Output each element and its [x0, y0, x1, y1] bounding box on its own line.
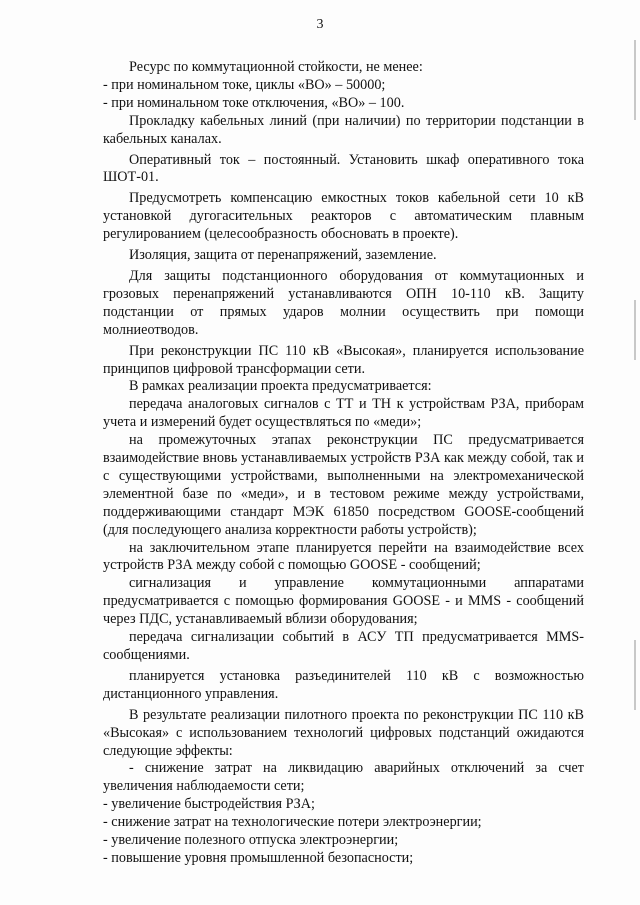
- document-body: [103, 56, 584, 868]
- paragraph-signaling-control: сигнализация и управление коммутационными аппаратами предусматривается с помощью формирования GOOSE - и MMS - сообщений через ПДС, устанавливаемый вблизи оборудования;: [103, 575, 584, 628]
- paragraph-surge-protection: Для защиты подстанционного оборудования от коммутационных и грозовых перенапряжений устанавливаются ОПН 10-110 кВ. Защиту подстанции от прямых ударов молнии осуществить при помощи молниеотводов.: [103, 267, 584, 338]
- scan-edge-mark: [634, 640, 636, 710]
- paragraph-operating-current: Оперативный ток – постоянный. Установить шкаф оперативного тока ШОТ-01.: [103, 151, 584, 186]
- scan-edge-mark: [634, 300, 636, 360]
- list-item-effect-observability: - снижение затрат на ликвидацию аварийных отключений за счет увеличения наблюдаемости сети;: [103, 760, 584, 795]
- scan-edge-mark: [634, 40, 636, 120]
- paragraph-reconstruction: При реконструкции ПС 110 кВ «Высокая», планируется использование принципов цифровой трансформации сети.: [103, 342, 584, 377]
- list-item-effect-safety: - повышение уровня промышленной безопасности;: [103, 849, 414, 866]
- paragraph-project-scope: В рамках реализации проекта предусматривается:: [129, 378, 432, 395]
- paragraph-event-signaling: передача сигнализации событий в АСУ ТП предусматривается MMS-сообщениями.: [103, 629, 584, 663]
- page-number: 3: [316, 17, 324, 32]
- paragraph-expected-effects: В результате реализации пилотного проекта по реконструкции ПС 110 кВ «Высокая» с использованием технологий цифровых подстанций ожидаются следующие эффекты:: [103, 706, 584, 759]
- list-item-effect-speed: - увеличение быстродействия РЗА;: [103, 796, 315, 813]
- paragraph-intermediate-stages: на промежуточных этапах реконструкции ПС предусматривается взаимодействие вновь устанавливаемых устройств РЗА как между собой, так и с существующими устройствами, выполненными на электромеханической элементной базе по «меди», и в тестовом режиме между устройствами, поддерживающими стандарт МЭК 61850 посредством GOOSE-сообщений (для последующего анализа корректности работы устройств);: [103, 432, 584, 538]
- paragraph-disconnectors: планируется установка разъединителей 110 кВ с возможностью дистанционного управления.: [103, 667, 584, 702]
- list-item-effect-losses: - снижение затрат на технологические потери электроэнергии;: [103, 814, 482, 831]
- paragraph-resource: Ресурс по коммутационной стойкости, не менее:: [129, 59, 423, 75]
- paragraph-compensation: Предусмотреть компенсацию емкостных токов кабельной сети 10 кВ установкой дугогасительных реакторов с автоматическим плавным регулированием (целесообразность обосновать в проекте).: [103, 190, 584, 243]
- paragraph-insulation: Изоляция, защита от перенапряжений, заземление.: [129, 247, 437, 264]
- paragraph-final-stage: на заключительном этапе планируется перейти на взаимодействие всех устройств РЗА между собой с помощью GOOSE - сообщений;: [103, 539, 584, 574]
- paragraph-analog-signals: передача аналоговых сигналов с ТТ и ТН к устройствам РЗА, приборам учета и измерений будет осуществляться по «меди»;: [103, 396, 584, 431]
- list-item-nominal-current: - при номинальном токе, циклы «ВО» – 50000;: [103, 76, 386, 93]
- paragraph-cables: Прокладку кабельных линий (при наличии) по территории подстанции в кабельных каналах.: [103, 112, 584, 147]
- list-item-effect-supply: - увеличение полезного отпуска электроэнергии;: [103, 832, 399, 849]
- list-item-breaking-current: - при номинальном токе отключения, «ВО» – 100.: [103, 94, 405, 111]
